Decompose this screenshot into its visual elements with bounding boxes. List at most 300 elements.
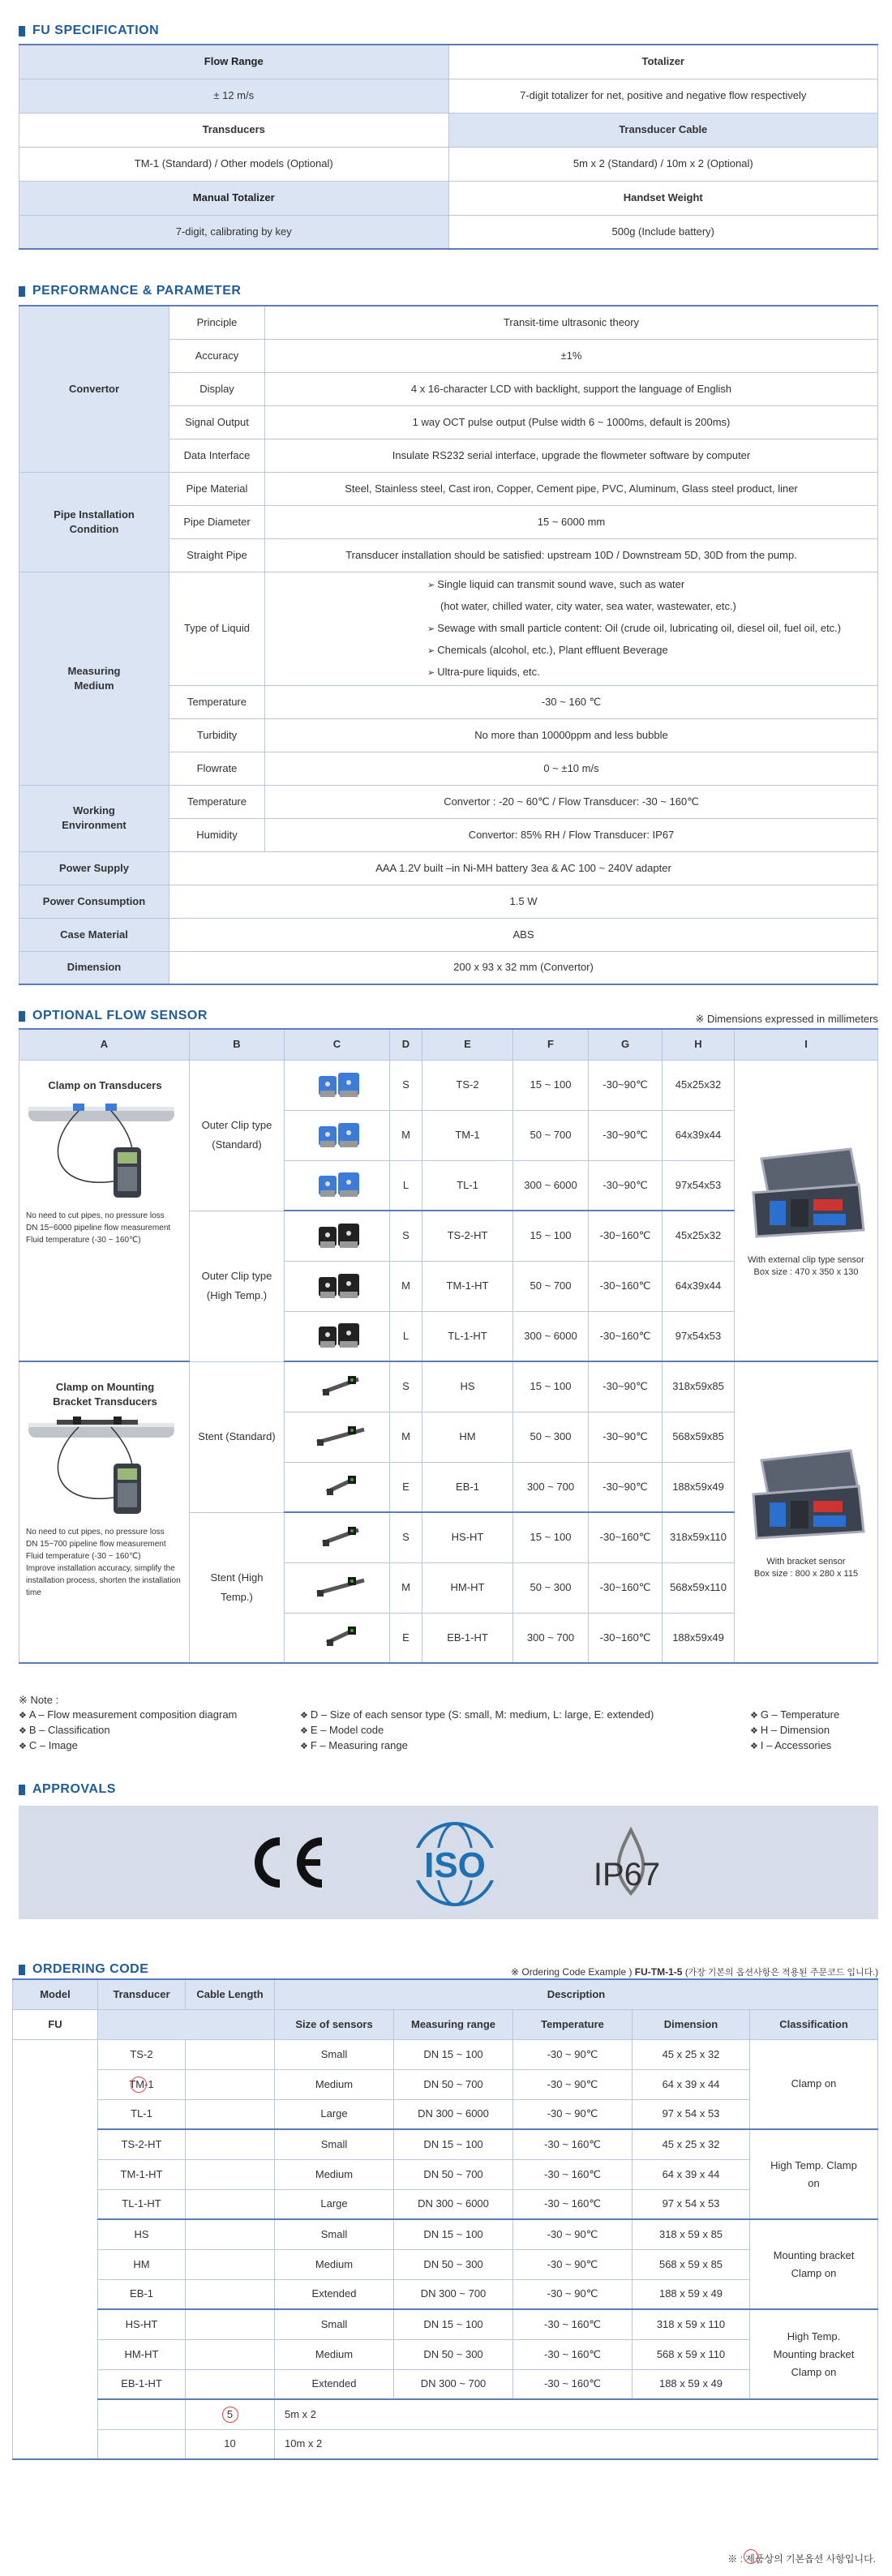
sensor-model: TL-1	[422, 1160, 513, 1211]
perf-dimension-label: Dimension	[19, 951, 169, 984]
perf-label: Turbidity	[169, 718, 265, 752]
perf-consumption-value: 1.5 W	[169, 885, 878, 918]
accessory-label: With bracket sensor	[766, 1557, 846, 1567]
perf-label: Pipe Diameter	[169, 505, 265, 538]
section-title-performance: PERFORMANCE & PARAMETER	[19, 284, 241, 298]
perf-label: Data Interface	[169, 439, 265, 472]
transducer-code-text: TL-1	[131, 2107, 152, 2120]
measuring-range: DN 300 ~ 6000	[394, 2189, 513, 2219]
measuring-range: DN 50 ~ 700	[394, 2159, 513, 2189]
clamp-note: Fluid temperature (-30 ~ 160℃)	[26, 1235, 141, 1245]
order-row	[13, 2099, 878, 2129]
dimension: 188 x 59 x 49	[633, 2369, 750, 2399]
spec-table-wrap	[19, 44, 878, 250]
size-of-sensor: Large	[275, 2189, 394, 2219]
mount-note: No need to cut pipes, no pressure loss	[26, 1527, 165, 1537]
perf-group-working: Working Environment	[19, 785, 169, 851]
section-title-sensor: OPTIONAL FLOW SENSOR	[19, 1009, 208, 1023]
sensor-size: S	[390, 1211, 422, 1261]
ordering-table	[12, 1978, 878, 2460]
transducer-code	[98, 2339, 186, 2369]
perf-label: Accuracy	[169, 339, 265, 372]
perf-label: Flowrate	[169, 752, 265, 785]
perf-value: Insulate RS232 serial interface, upgrade the flowmeter software by computer	[265, 439, 878, 472]
sensor-range: 300 ~ 6000	[513, 1160, 589, 1211]
sensor-temp: -30~160℃	[589, 1613, 663, 1663]
note-text: G – Temperature	[760, 1708, 840, 1721]
spec-value: TM-1 (Standard) / Other models (Optional)	[19, 147, 449, 181]
transducer-code	[98, 2099, 186, 2129]
sensor-range: 300 ~ 700	[513, 1613, 589, 1663]
mount-note: DN 15~700 pipeline flow measurement	[26, 1539, 166, 1549]
transducer-code-text: HS	[134, 2227, 149, 2240]
note-item	[750, 1738, 872, 1754]
perf-value: -30 ~ 160 ℃	[265, 685, 878, 718]
sensor-image	[315, 1166, 359, 1198]
order-row	[13, 2159, 878, 2189]
diamond-icon: ❖	[300, 1742, 308, 1751]
sensor-image-cell	[285, 1412, 390, 1462]
cable-code-text: 10	[224, 2437, 236, 2450]
dimension: 568 x 59 x 110	[633, 2339, 750, 2369]
clamp-title: Clamp on Transducers	[48, 1078, 162, 1091]
perf-label: Pipe Material	[169, 472, 265, 505]
perf-value: 0 ~ ±10 m/s	[265, 752, 878, 785]
sensor-col-d: D	[390, 1029, 422, 1060]
liquid-item: (hot water, chilled water, city water, sea water, wastewater, etc.)	[440, 599, 736, 612]
order-row	[13, 2129, 878, 2159]
cable-code-text: 5	[226, 2407, 234, 2420]
sensor-dimension: 318x59x110	[663, 1512, 735, 1562]
sensor-model: TS-2-HT	[422, 1211, 513, 1261]
sensor-image	[315, 1468, 359, 1500]
example-code: FU-TM-1-5	[634, 1966, 683, 1978]
sensor-dimension: 97x54x53	[663, 1160, 735, 1211]
ce-mark-logo	[259, 1841, 322, 1884]
mount-title: Clamp on Mounting Bracket Transducers	[53, 1381, 157, 1408]
size-of-sensor: Medium	[275, 2159, 394, 2189]
diamond-icon: ❖	[19, 1742, 27, 1751]
cable-blank	[186, 2249, 275, 2279]
clamp-note: No need to cut pipes, no pressure loss	[26, 1211, 165, 1220]
model-blank	[13, 2039, 98, 2459]
spec-value: 500g (Include battery)	[448, 215, 878, 249]
spec-value: 7-digit totalizer for net, positive and negative flow respectively	[448, 79, 878, 113]
sensor-size: L	[390, 1311, 422, 1361]
measuring-range: DN 15 ~ 100	[394, 2039, 513, 2069]
sensor-table-wrap	[19, 1028, 878, 1664]
note-item	[19, 1738, 300, 1754]
ip67-logo	[594, 1830, 660, 1893]
perf-value: Transit-time ultrasonic theory	[265, 306, 878, 339]
perf-label: Signal Output	[169, 405, 265, 439]
sensor-unit-note: ※ Dimensions expressed in millimeters	[695, 1013, 878, 1025]
diamond-icon: ❖	[750, 1742, 758, 1751]
accessory-case-image	[735, 1142, 877, 1244]
cable-blank	[186, 2159, 275, 2189]
perf-value: Steel, Stainless steel, Cast iron, Copper, Cement pipe, PVC, Aluminum, Glass steel product, liner	[265, 472, 878, 505]
dimension: 64 x 39 x 44	[633, 2159, 750, 2189]
note-item	[300, 1723, 750, 1738]
sensor-classification: Outer Clip type (High Temp.)	[190, 1211, 285, 1361]
temperature: -30 ~ 160℃	[513, 2159, 633, 2189]
sensor-range: 50 ~ 300	[513, 1412, 589, 1462]
sensor-image	[315, 1519, 359, 1551]
col-transducer: Transducer	[98, 1979, 186, 2009]
col-cable: Cable Length	[186, 1979, 275, 2009]
sensor-model: EB-1-HT	[422, 1613, 513, 1663]
cable-row	[13, 2399, 878, 2429]
size-of-sensor: Small	[275, 2039, 394, 2069]
sensor-image-cell	[285, 1311, 390, 1361]
default-option-circle-icon	[131, 2077, 147, 2093]
sensor-temp: -30~160℃	[589, 1562, 663, 1613]
sensor-image	[315, 1267, 359, 1300]
sensor-model: HM	[422, 1412, 513, 1462]
sensor-col-f: F	[513, 1029, 589, 1060]
sub-header: Size of sensors	[275, 2009, 394, 2039]
svg-text:IP67: IP67	[593, 1857, 661, 1892]
cable-blank	[186, 2279, 275, 2309]
sensor-image	[315, 1066, 359, 1099]
example-label: ※ Ordering Code Example )	[511, 1966, 633, 1978]
diamond-icon: ❖	[300, 1726, 308, 1736]
transducer-code	[98, 2129, 186, 2159]
footer-text: ※ : 제품상의 기본옵션 사항입니다.	[727, 2553, 876, 2565]
perf-consumption-label: Power Consumption	[19, 885, 169, 918]
note-text: H – Dimension	[760, 1724, 830, 1736]
order-row	[13, 2189, 878, 2219]
section-title-spec: FU SPECIFICATION	[19, 24, 159, 38]
sensor-model: TS-2	[422, 1060, 513, 1110]
sensor-size: M	[390, 1412, 422, 1462]
transducer-code	[98, 2249, 186, 2279]
sensor-dimension: 45x25x32	[663, 1060, 735, 1110]
note-text: C – Image	[28, 1739, 78, 1751]
note-item	[300, 1708, 750, 1723]
clamp-note: DN 15~6000 pipeline flow measurement	[26, 1223, 171, 1232]
sensor-size: E	[390, 1613, 422, 1663]
cable-blank	[186, 2369, 275, 2399]
perf-label: Straight Pipe	[169, 538, 265, 572]
sensor-notes	[19, 1693, 878, 1754]
transducer-code	[98, 2309, 186, 2339]
sensor-image-cell	[285, 1110, 390, 1160]
spec-header: Transducers	[19, 113, 449, 147]
temperature: -30 ~ 90℃	[513, 2099, 633, 2129]
spec-header: Flow Range	[19, 45, 449, 79]
diamond-icon: ❖	[300, 1711, 308, 1721]
liquid-item: ➢ Chemicals (alcohol, etc.), Plant effluent Beverage	[427, 640, 877, 662]
classification: Mounting bracket Clamp on	[750, 2219, 878, 2309]
sensor-model: HS	[422, 1361, 513, 1412]
note-row	[19, 1738, 878, 1754]
cable-code	[186, 2399, 275, 2429]
sensor-image	[315, 1569, 359, 1601]
sensor-size: S	[390, 1512, 422, 1562]
sensor-size: L	[390, 1160, 422, 1211]
sensor-image	[315, 1317, 359, 1349]
section-title-ordering: ORDERING CODE	[19, 1962, 148, 1977]
transducer-code-text: HS-HT	[125, 2317, 158, 2330]
note-text: A – Flow measurement composition diagram	[28, 1708, 238, 1721]
temperature: -30 ~ 90℃	[513, 2279, 633, 2309]
mount-note: Fluid temperature (-30 ~ 160℃)	[26, 1551, 141, 1561]
sensor-image-cell	[285, 1462, 390, 1512]
sensor-range: 300 ~ 700	[513, 1462, 589, 1512]
temperature: -30 ~ 160℃	[513, 2309, 633, 2339]
perf-value: No more than 10000ppm and less bubble	[265, 718, 878, 752]
sensor-dimension: 97x54x53	[663, 1311, 735, 1361]
sensor-size: S	[390, 1060, 422, 1110]
classification: High Temp. Mounting bracket Clamp on	[750, 2309, 878, 2399]
sensor-temp: -30~90℃	[589, 1060, 663, 1110]
sensor-image	[315, 1117, 359, 1149]
cable-code	[186, 2429, 275, 2459]
spec-value: 5m x 2 (Standard) / 10m x 2 (Optional)	[448, 147, 878, 181]
liquid-item: ➢ Single liquid can transmit sound wave, such as water	[427, 574, 877, 596]
diamond-icon: ❖	[750, 1711, 758, 1721]
transducer-code	[98, 2219, 186, 2249]
sensor-temp: -30~90℃	[589, 1160, 663, 1211]
note-text: E – Model code	[310, 1724, 384, 1736]
order-row	[13, 2369, 878, 2399]
sensor-range: 50 ~ 700	[513, 1261, 589, 1311]
accessory-box-size: Box size : 470 x 350 x 130	[753, 1267, 859, 1278]
note-row	[19, 1708, 878, 1723]
transducer-code-text: EB-1-HT	[121, 2377, 162, 2390]
sensor-temp: -30~90℃	[589, 1361, 663, 1412]
perf-group-convertor: Convertor	[19, 306, 169, 472]
transducer-code	[98, 2159, 186, 2189]
sensor-row	[19, 1060, 878, 1110]
performance-table	[19, 305, 878, 985]
order-row	[13, 2219, 878, 2249]
size-of-sensor: Extended	[275, 2279, 394, 2309]
perf-label: Type of Liquid	[169, 572, 265, 685]
spec-header: Totalizer	[448, 45, 878, 79]
transducer-code	[98, 2039, 186, 2069]
sensor-col-g: G	[589, 1029, 663, 1060]
sub-header: Classification	[750, 2009, 878, 2039]
dimension: 97 x 54 x 53	[633, 2189, 750, 2219]
cable-row	[13, 2429, 878, 2459]
sensor-col-b: B	[190, 1029, 285, 1060]
sensor-temp: -30~160℃	[589, 1211, 663, 1261]
spec-header: Handset Weight	[448, 181, 878, 215]
dimension: 318 x 59 x 85	[633, 2219, 750, 2249]
sensor-col-h: H	[663, 1029, 735, 1060]
order-row	[13, 2279, 878, 2309]
blank-cell	[98, 2399, 186, 2429]
cable-blank	[186, 2219, 275, 2249]
sensor-dimension: 45x25x32	[663, 1211, 735, 1261]
transducer-code-text: HM	[133, 2257, 150, 2270]
sensor-classification: Outer Clip type (Standard)	[190, 1060, 285, 1211]
perf-value: Convertor: 85% RH / Flow Transducer: IP67	[265, 818, 878, 851]
cable-blank	[186, 2339, 275, 2369]
classification: High Temp. Clamp on	[750, 2129, 878, 2219]
size-of-sensor: Small	[275, 2309, 394, 2339]
sensor-size: E	[390, 1462, 422, 1512]
dimension: 97 x 54 x 53	[633, 2099, 750, 2129]
ordering-example	[511, 1965, 878, 1978]
sensor-range: 15 ~ 100	[513, 1361, 589, 1412]
perf-dimension-value: 200 x 93 x 32 mm (Convertor)	[169, 951, 878, 984]
transducer-code	[98, 2189, 186, 2219]
transducer-code-text: TS-2	[130, 2047, 153, 2060]
col-model: Model	[13, 1979, 98, 2009]
sensor-image-cell	[285, 1060, 390, 1110]
spec-header: Manual Totalizer	[19, 181, 449, 215]
clamp-column	[19, 1060, 190, 1361]
dimension: 188 x 59 x 49	[633, 2279, 750, 2309]
ordering-table-wrap	[12, 1978, 878, 2460]
mount-diagram	[24, 1408, 186, 1526]
order-row	[13, 2309, 878, 2339]
sensor-image-cell	[285, 1613, 390, 1663]
size-of-sensor: Medium	[275, 2249, 394, 2279]
order-row	[13, 2249, 878, 2279]
note-item	[750, 1708, 872, 1723]
perf-group-pipe: Pipe Installation Condition	[19, 472, 169, 572]
transducer-code-text: TM-1-HT	[120, 2167, 163, 2180]
order-row	[13, 2339, 878, 2369]
liquid-item: ➢ Sewage with small particle content: Oil (crude oil, lubricating oil, diesel oil, fuel oil, etc.)	[427, 618, 877, 640]
clamp-diagram	[24, 1092, 186, 1210]
perf-value: Convertor : -20 ~ 60℃ / Flow Transducer: -30 ~ 160℃	[265, 785, 878, 818]
perf-value: 15 ~ 6000 mm	[265, 505, 878, 538]
accessory-column	[735, 1361, 878, 1663]
iso-logo	[413, 1824, 497, 1905]
measuring-range: DN 50 ~ 300	[394, 2249, 513, 2279]
cable-blank	[186, 2309, 275, 2339]
size-of-sensor: Large	[275, 2099, 394, 2129]
perf-label: Display	[169, 372, 265, 405]
sensor-classification: Stent (Standard)	[190, 1361, 285, 1512]
sensor-range: 15 ~ 100	[513, 1512, 589, 1562]
sub-header: Dimension	[633, 2009, 750, 2039]
sensor-temp: -30~160℃	[589, 1261, 663, 1311]
accessory-case-image	[735, 1444, 877, 1545]
perf-value: 1 way OCT pulse output (Pulse width 6 ~ 1000ms, default is 200ms)	[265, 405, 878, 439]
perf-label: Temperature	[169, 685, 265, 718]
note-item	[19, 1723, 300, 1738]
temperature: -30 ~ 90℃	[513, 2039, 633, 2069]
blank-cell	[98, 2429, 186, 2459]
sensor-image-cell	[285, 1562, 390, 1613]
diamond-icon: ❖	[750, 1726, 758, 1736]
perf-value: 4 x 16-character LCD with backlight, support the language of English	[265, 372, 878, 405]
sensor-dimension: 64x39x44	[663, 1110, 735, 1160]
cable-blank	[186, 2039, 275, 2069]
sensor-temp: -30~160℃	[589, 1311, 663, 1361]
perf-group-medium: Measuring Medium	[19, 572, 169, 785]
measuring-range: DN 300 ~ 700	[394, 2279, 513, 2309]
sensor-col-e: E	[422, 1029, 513, 1060]
sensor-size: M	[390, 1562, 422, 1613]
measuring-range: DN 300 ~ 6000	[394, 2099, 513, 2129]
transducer-code-text: TM-1	[129, 2077, 154, 2090]
spec-value: ± 12 m/s	[19, 79, 449, 113]
size-of-sensor: Small	[275, 2129, 394, 2159]
sensor-image-cell	[285, 1361, 390, 1412]
sensor-size: M	[390, 1261, 422, 1311]
sensor-image	[315, 1368, 359, 1400]
sensor-model: TL-1-HT	[422, 1311, 513, 1361]
dimension: 568 x 59 x 85	[633, 2249, 750, 2279]
sensor-dimension: 64x39x44	[663, 1261, 735, 1311]
dimension: 318 x 59 x 110	[633, 2309, 750, 2339]
dimension: 64 x 39 x 44	[633, 2069, 750, 2099]
transducer-code-text: EB-1	[130, 2287, 153, 2300]
transducer-code-text: TL-1-HT	[122, 2197, 161, 2210]
temperature: -30 ~ 90℃	[513, 2249, 633, 2279]
mount-note: Improve installation accuracy, simplify the installation process, shorten the installation time	[26, 1563, 181, 1597]
size-of-sensor: Extended	[275, 2369, 394, 2399]
sensor-temp: -30~160℃	[589, 1512, 663, 1562]
sensor-image-cell	[285, 1160, 390, 1211]
blank-cell	[98, 2009, 275, 2039]
size-of-sensor: Small	[275, 2219, 394, 2249]
sensor-col-i: I	[735, 1029, 878, 1060]
sensor-model: TM-1-HT	[422, 1261, 513, 1311]
cable-blank	[186, 2189, 275, 2219]
note-item	[300, 1738, 750, 1754]
sensor-range: 50 ~ 700	[513, 1110, 589, 1160]
cable-blank	[186, 2099, 275, 2129]
default-option-circle-icon	[222, 2407, 238, 2423]
cable-blank	[186, 2069, 275, 2099]
sensor-size: S	[390, 1361, 422, 1412]
sensor-dimension: 568x59x85	[663, 1412, 735, 1462]
sensor-temp: -30~90℃	[589, 1462, 663, 1512]
measuring-range: DN 300 ~ 700	[394, 2369, 513, 2399]
sensor-image	[315, 1618, 359, 1651]
sub-header: Temperature	[513, 2009, 633, 2039]
spec-header: Transducer Cable	[448, 113, 878, 147]
size-of-sensor: Medium	[275, 2339, 394, 2369]
measuring-range: DN 50 ~ 300	[394, 2339, 513, 2369]
sensor-model: HS-HT	[422, 1512, 513, 1562]
perf-value: Transducer installation should be satisfied: upstream 10D / Downstream 5D, 30D from the pump.	[265, 538, 878, 572]
accessory-box-size: Box size : 800 x 280 x 115	[753, 1569, 859, 1579]
order-row	[13, 2039, 878, 2069]
sensor-range: 50 ~ 300	[513, 1562, 589, 1613]
sensor-model: TM-1	[422, 1110, 513, 1160]
note-text: B – Classification	[28, 1724, 110, 1736]
note-text: I – Accessories	[760, 1739, 832, 1751]
perf-power-label: Power Supply	[19, 851, 169, 885]
transducer-code	[98, 2369, 186, 2399]
measuring-range: DN 15 ~ 100	[394, 2309, 513, 2339]
temperature: -30 ~ 160℃	[513, 2189, 633, 2219]
col-description: Description	[275, 1979, 878, 2009]
perf-label: Humidity	[169, 818, 265, 851]
note-text: D – Size of each sensor type (S: small, M: medium, L: large, E: extended)	[310, 1708, 654, 1721]
perf-label: Principle	[169, 306, 265, 339]
transducer-code	[98, 2069, 186, 2099]
accessory-column	[735, 1060, 878, 1361]
perf-label: Temperature	[169, 785, 265, 818]
ordering-footer	[727, 2552, 876, 2565]
mount-column	[19, 1361, 190, 1663]
cable-length: 10m x 2	[275, 2429, 878, 2459]
dimension: 45 x 25 x 32	[633, 2039, 750, 2069]
section-title-approvals: APPROVALS	[19, 1782, 116, 1797]
transducer-code-text: TS-2-HT	[121, 2137, 162, 2150]
sensor-image-cell	[285, 1211, 390, 1261]
